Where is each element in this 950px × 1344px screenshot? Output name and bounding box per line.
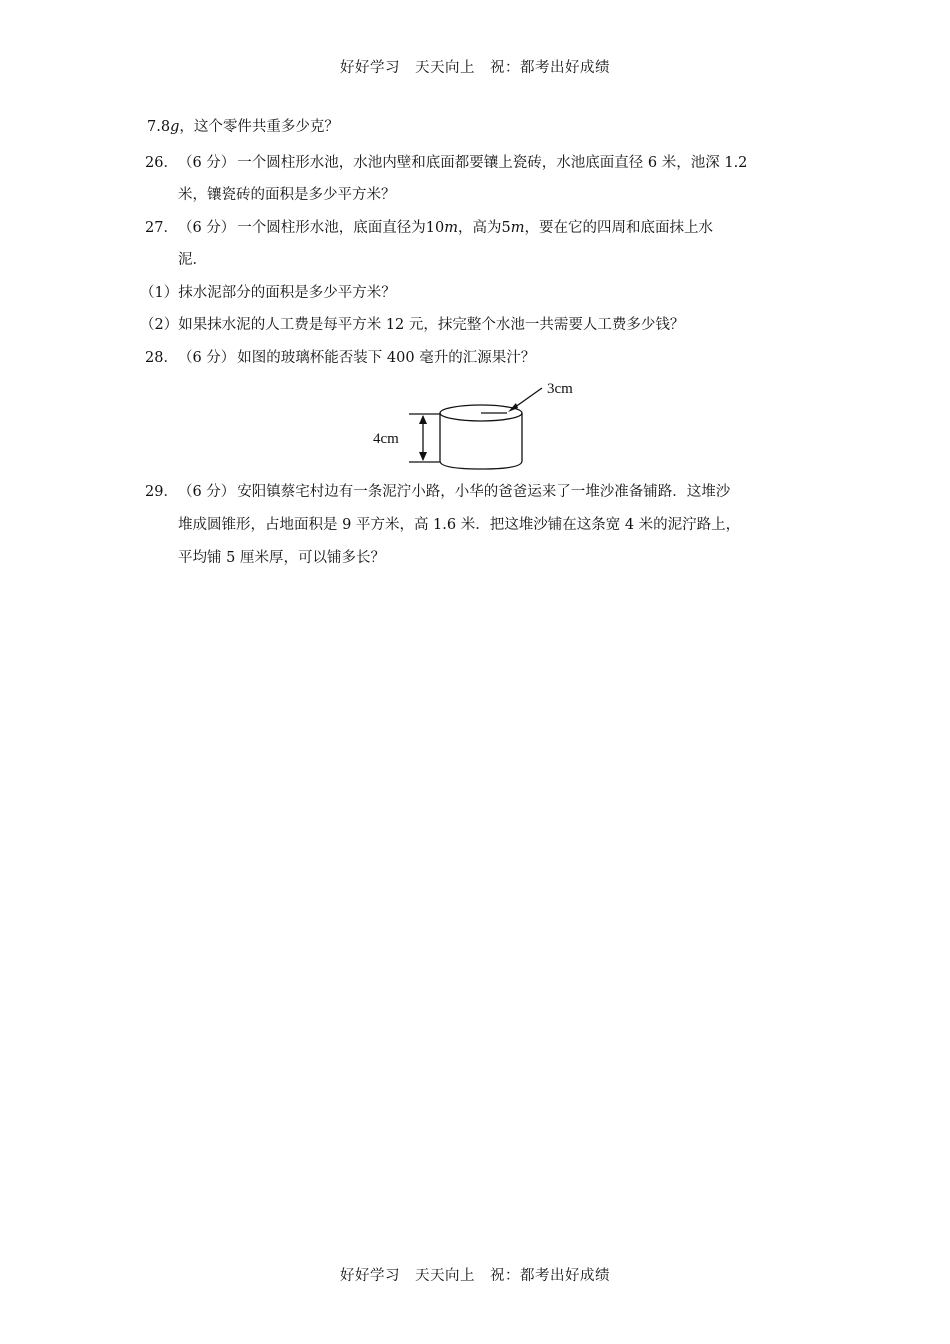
q27-text1b: ，高为	[458, 220, 502, 236]
q27-diameter-value: 10	[425, 220, 445, 236]
q27-sub2: （2）如果抹水泥的人工费是每平方米 12 元，抹完整个水池一共需要人工费多少钱？	[140, 317, 685, 333]
q28-score: （6 分）	[177, 350, 236, 366]
q27-line1	[145, 218, 713, 238]
q27-height-unit: m	[510, 220, 525, 236]
q28-number: 28．	[145, 350, 178, 366]
q29-line1	[145, 482, 730, 502]
q29-line2: 堆成圆锥形，占地面积是 9 平方米，高 1.6 米．把这堆沙铺在这条宽 4 米的泥泞路上，	[178, 517, 741, 533]
radius-label: 3cm	[547, 381, 573, 397]
q29-text1: 安阳镇蔡宅村边有一条泥泞小路，小华的爸爸运来了一堆沙准备铺路．这堆沙	[237, 484, 731, 500]
q27-sub1: （1）抹水泥部分的面积是多少平方米？	[140, 285, 396, 301]
cylinder-figure	[365, 376, 595, 472]
q29-line3: 平均铺 5 厘米厚，可以铺多长？	[178, 550, 385, 566]
q29-number: 29．	[145, 484, 178, 500]
q29-score: （6 分）	[177, 484, 236, 500]
page-header: 好好学习 天天向上 祝：都考出好成绩	[340, 60, 610, 76]
q26-line1	[145, 153, 747, 173]
q26-line2: 米，镶瓷砖的面积是多少平方米？	[178, 187, 396, 203]
q28-text: 如图的玻璃杯能否装下 400 毫升的汇源果汁？	[237, 350, 536, 366]
q28-line1	[145, 348, 535, 368]
q27-line2: 泥．	[178, 252, 207, 268]
q27-height-value: 5	[501, 220, 511, 236]
q26-score: （6 分）	[177, 155, 236, 171]
height-label: 4cm	[373, 431, 399, 447]
q25-value: 7.8	[147, 119, 171, 135]
height-arrow-top	[419, 415, 427, 424]
height-arrow-bottom	[419, 452, 427, 461]
q26-text1: 一个圆柱形水池，水池内壁和底面都要镶上瓷砖，水池底面直径 6 米，池深 1.2	[237, 155, 748, 171]
q25-tail	[147, 117, 339, 137]
q27-diameter-unit: m	[444, 220, 458, 236]
q27-number: 27．	[145, 220, 178, 236]
cylinder-bottom-arc	[440, 461, 522, 469]
q27-text1c: ，要在它的四周和底面抹上水	[524, 220, 713, 236]
q27-text1a: 一个圆柱形水池，底面直径为	[237, 220, 426, 236]
q26-number: 26．	[145, 155, 178, 171]
q25-unit: g	[170, 119, 180, 135]
page-footer: 好好学习 天天向上 祝：都考出好成绩	[340, 1268, 610, 1284]
q27-score: （6 分）	[177, 220, 236, 236]
q25-rest: ，这个零件共重多少克？	[179, 119, 339, 135]
